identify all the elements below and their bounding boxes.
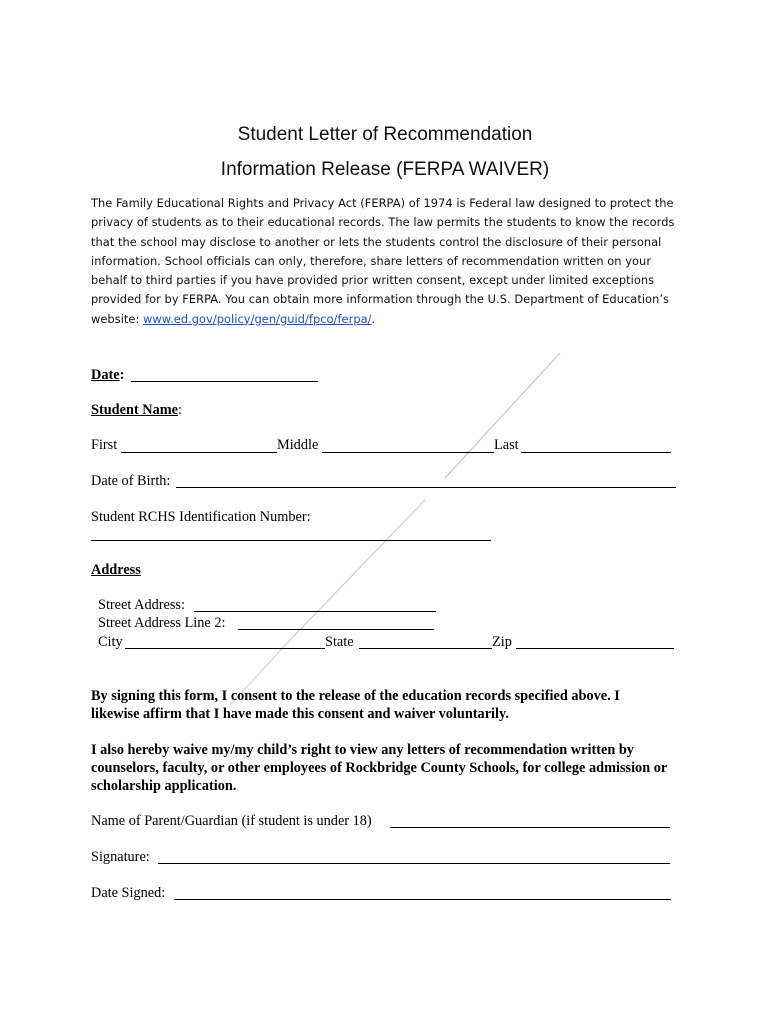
address-label: Address	[91, 562, 141, 578]
street-address-label: Street Address:	[98, 597, 185, 613]
zip-label: Zip	[492, 634, 512, 650]
city-label: City	[98, 634, 123, 650]
waiver-paragraph: I also hereby waive my/my child’s right to view any letters of recommendation written by counselors, faculty, or other employees of Rockbridge County Schools, for college admission or scholarship application.	[91, 742, 667, 794]
date-field	[91, 367, 124, 384]
student-name-heading	[91, 402, 182, 419]
ferpa-intro-paragraph	[91, 194, 681, 329]
street-address-2-label: Street Address Line 2:	[98, 615, 226, 631]
consent-paragraph: By signing this form, I consent to the release of the education records specified above. I likewise affirm that I have made this consent and waiver voluntarily.	[91, 688, 620, 722]
parent-guardian-blank[interactable]	[390, 827, 670, 828]
street-address-2-blank[interactable]	[238, 629, 434, 630]
date-label: Date	[91, 367, 120, 383]
first-name-blank[interactable]	[121, 452, 277, 453]
signature-blank[interactable]	[158, 863, 670, 864]
date-signed-label: Date Signed:	[91, 885, 166, 901]
middle-label: Middle	[277, 437, 319, 453]
date-colon: :	[119, 367, 125, 383]
state-label: State	[325, 634, 354, 650]
middle-name-blank[interactable]	[322, 452, 494, 453]
dob-blank[interactable]	[176, 487, 676, 488]
last-name-blank[interactable]	[521, 452, 671, 453]
state-blank[interactable]	[359, 648, 492, 649]
signature-label: Signature:	[91, 849, 150, 865]
first-label: First	[91, 437, 118, 453]
ferpa-website-link[interactable]: www.ed.gov/policy/gen/guid/fpco/ferpa/	[143, 311, 372, 326]
dob-label: Date of Birth:	[91, 473, 171, 489]
parent-guardian-label: Name of Parent/Guardian (if student is under 18)	[91, 813, 372, 829]
street-address-blank[interactable]	[194, 611, 436, 612]
city-blank[interactable]	[125, 648, 325, 649]
date-blank[interactable]	[131, 381, 318, 382]
intro-end: .	[371, 311, 376, 326]
date-signed-blank[interactable]	[174, 899, 671, 900]
student-name-colon: :	[177, 402, 182, 418]
zip-blank[interactable]	[516, 648, 674, 649]
student-name-label: Student Name	[91, 402, 178, 418]
document-subtitle: Information Release (FERPA WAIVER)	[220, 159, 550, 180]
rchs-id-label: Student RCHS Identification Number:	[91, 509, 311, 525]
last-label: Last	[494, 437, 519, 453]
document-title: Student Letter of Recommendation	[237, 124, 533, 145]
rchs-id-blank[interactable]	[91, 540, 491, 541]
intro-text: The Family Educational Rights and Privacy Act (FERPA) of 1974 is Federal law designed to protect the privacy of students as to their educational records. The law permits the students to know the records that the school may disclose to another or lets the students control the disclosure of their personal information. School officials can only, therefore, share letters of recommendation written on your behalf to third parties if you have provided prior written consent, except under limited exceptions provided for by FERPA. You can obtain more information through the U.S. Department of Education’s website:	[91, 196, 675, 326]
